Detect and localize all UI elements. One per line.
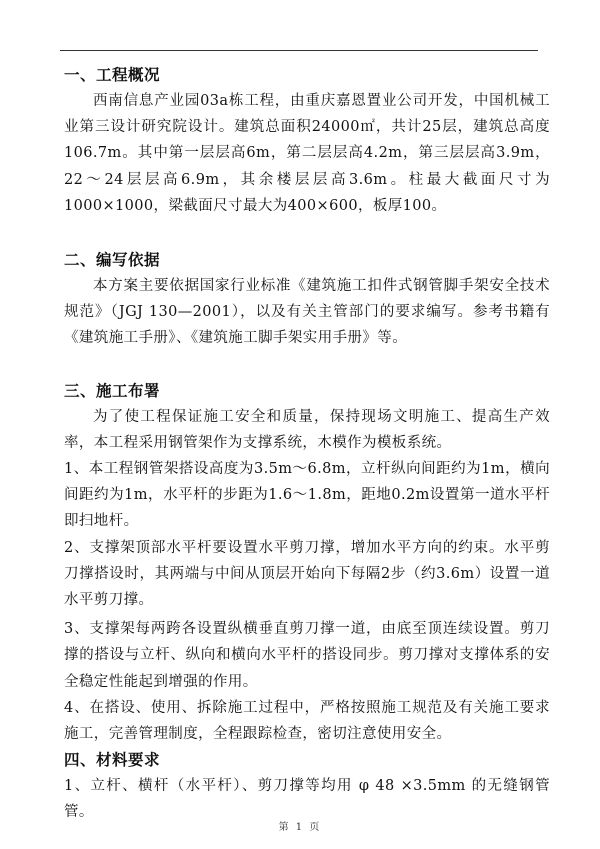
materials-item-1: 1、立杆、横杆（水平杆）、剪刀撑等均用 φ 48 ×3.5mm 的无缝钢管管。 — [64, 778, 550, 821]
header-rule — [60, 50, 538, 51]
page-number-footer: 第 1 页 — [278, 822, 322, 833]
deployment-item-1: 1、本工程钢管架搭设高度为3.5m～6.8m，立杆纵向间距约为1m，横向间距约为1m，水平杆的步距为1.6～1.8m，距地0.2m设置第一道水平杆即扫地杆。 — [64, 461, 550, 530]
deployment-item-4: 4、在搭设、使用、拆除施工过程中，严格按照施工规范及有关施工要求施工，完善管理制度，全程跟踪检查，密切注意使用安全。 — [64, 699, 550, 743]
basis-paragraph: 本方案主要依据国家行业标准《建筑施工扣件式钢管脚手架安全技术规范》（JGJ 130—2001），以及有关主管部门的要求编写。参考书籍有《建筑施工手册》、《建筑施工脚手架实用手册》等。 — [64, 278, 550, 347]
document-page — [64, 62, 550, 826]
deployment-intro-paragraph: 为了使工程保证施工安全和质量，保持现场文明施工、提高生产效率，本工程采用钢管架作为支撑系统，木模作为模板系统。 — [64, 408, 550, 451]
section-heading-deployment: 三、施工布署 — [64, 381, 161, 400]
deployment-item-2: 2、支撑架顶部水平杆要设置水平剪刀撑，增加水平方向的约束。水平剪刀撑搭设时，其两端与中间从顶层开始向下每隔2步（约3.6m）设置一道水平剪刀撑。 — [64, 539, 550, 609]
section-heading-materials: 四、材料要求 — [64, 751, 161, 770]
section-heading-overview: 一、工程概况 — [64, 66, 161, 84]
deployment-item-3: 3、支撑架每两跨各设置纵横垂直剪刀撑一道，由底至顶连续设置。剪刀撑的搭设与立杆、纵向和横向水平杆的搭设同步。剪刀撑对支撑体系的安全稳定性能起到增强的作用。 — [64, 621, 550, 690]
section-heading-basis: 二、编写依据 — [64, 251, 161, 270]
overview-paragraph: 西南信息产业园03a栋工程，由重庆嘉恩置业公司开发，中国机械工业第三设计研究院设计。建筑总面积24000㎡，共计25层，建筑总高度106.7m。其中第一层层高6m，第二层层高4.2m，第三层层高3.9m，22～24层层高6.9m，其余楼层层高3.6m。柱最大截面尺寸为1000×1000，梁截面尺寸最大为400×600，板厚100。 — [64, 93, 550, 214]
